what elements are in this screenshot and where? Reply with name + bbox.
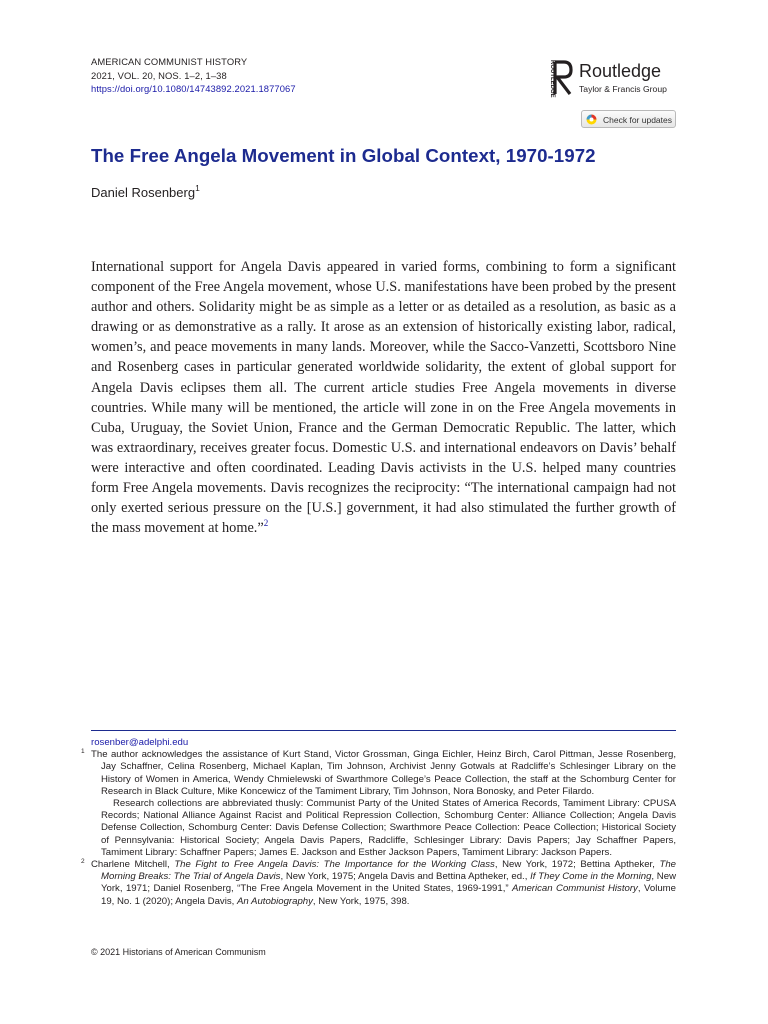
- crossmark-icon: [586, 114, 597, 125]
- footnote-1-text: The author acknowledges the assistance of Kurt Stand, Victor Grossman, Ginga Eichler, Heinz Birch, Carol Pittman, Jesse Rosenberg, Jay Schaffner, Celina Rosenberg, Michael Kaplan, Tim Johnson, Archivist Jenny Gotwals at Radcliffe’s Schlesinger Library on the History of Women in America, Wendy Chmielewski of Swarthmore College’s Peace Collection, the staff at the Schomburg Center for Research in Black Culture, Mike Koncewicz of the Tamiment Library, Tim Johnson, Nora Bonosky, and Peter Filardo.: [91, 749, 676, 797]
- publisher-name: Routledge: [579, 61, 662, 81]
- footnote-2-italic-title: The Morning Breaks: The Trial of Angela Davis: [101, 859, 677, 883]
- footnote-2-text: , New York, 1975; Angela Davis and Bettina Aptheker, ed.,: [280, 871, 531, 883]
- footnote-1: 1 The author acknowledges the assistance of Kurt Stand, Victor Grossman, Ginga Eichler, Heinz Birch, Carol Pittman, Jesse Rosenberg, Jay Schaffner, Celina Rosenberg, Michael Kaplan, Tim Johnson, Archivist Jenny Gotwals at Radcliffe’s Schlesinger Library on the History of Women in America, Wendy Chmielewski of Swarthmore College’s Peace Collection, the staff at the Schomburg Center for Research in Black Culture, Mike Koncewicz of the Tamiment Library, Tim Johnson, Nora Bonosky, and Peter Filardo.: [81, 748, 676, 797]
- doi-link[interactable]: https://doi.org/10.1080/14743892.2021.1877067: [91, 83, 296, 94]
- footnote-2-italic-title: The Fight to Free Angela Davis: The Importance for the Working Class: [174, 859, 495, 871]
- article-body: [91, 257, 676, 538]
- check-for-updates-button[interactable]: [581, 110, 676, 128]
- footnotes: [81, 737, 677, 908]
- footnote-2-italic-title: American Communist History: [512, 883, 638, 895]
- author-email-link[interactable]: rosenber@adelphi.edu: [91, 737, 189, 748]
- footnote-2-text: , Volume 19, No. 1 (2020); Angela Davis,: [101, 883, 676, 907]
- journal-info: [91, 55, 296, 96]
- body-paragraph: International support for Angela Davis appeared in varied forms, combining to form a significant component of the Free Angela movement, whose U.S. manifestations have been probed by the present author and others. Solidarity might be as simple as a letter or as detailed as a resolution, as basic as a drawing or as demonstrative as a rally. It arose as an extension of historically existing labor, radical, women’s, and peace movements in many lands. Moreover, while the Sacco-Vanzetti, Scottsboro Nine and Rosenberg cases in particular generated worldwide solidarity, the extent of global support for Angela Davis eclipses them all. The current article studies Free Angela movements in diverse countries. While many will be mentioned, the article will zone in on the Free Angela movements in Cuba, Uruguay, the Soviet Union, France and the German Democratic Republic. The latter, which was extraordinary, receives greater focus. Domestic U.S. and international endeavors on Davis’ behalf were interactive and often coordinated. Leading Davis activists in the U.S. helped many countries form Free Angela movements. Davis recognizes the reciprocity: “The international campaign had not only exerted serious pressure on the [U.S.] government, it had also stimulated the further growth of the mass movement at home.”: [91, 259, 676, 537]
- body-footnote-marker[interactable]: 2: [263, 518, 269, 529]
- footnote-2-italic-title: An Autobiography: [237, 895, 313, 907]
- author-name: Daniel Rosenberg: [91, 185, 196, 200]
- author-line: [91, 183, 200, 203]
- journal-citation: 2021, VOL. 20, NOS. 1–2, 1–38: [91, 69, 227, 81]
- journal-name: AMERICAN COMMUNIST HISTORY: [91, 56, 248, 67]
- footnote-divider: [91, 730, 676, 731]
- footnote-2-text: , New York, 1971; Daniel Rosenberg, “The Free Angela Movement in the United States, 1969-1991,”: [101, 871, 676, 895]
- routledge-vertical-wordmark: ROUTLEDGE: [549, 60, 555, 98]
- footnote-2-text: , New York, 1972; Bettina Aptheker,: [494, 859, 660, 871]
- check-for-updates-label: Check for updates: [603, 115, 672, 125]
- footnote-2-text: Charlene Mitchell,: [91, 859, 175, 871]
- footnote-2: 2 Charlene Mitchell, The Fight to Free Angela Davis: The Importance for the Working Class, New York, 1972; Bettina Aptheker, The Morning Breaks: The Trial of Angela Davis, New York, 1975; Angela Davis and Bettina Aptheker, ed., If They Come in the Morning, New York, 1971; Daniel Rosenberg, “The Free Angela Movement in the United States, 1969-1991,” American Communist History, Volume 19, No. 1 (2020); Angela Davis, An Autobiography, New York, 1975, 398.: [81, 858, 677, 907]
- copyright-notice: © 2021 Historians of American Communism: [91, 947, 266, 957]
- footnote-1-continuation: Research collections are abbreviated thusly: Communist Party of the United States of America Records, Tamiment Library: CPUSA Records; National Alliance Against Racist and Political Repression Collection, Schomburg Center: Alliance Collection; Angela Davis Defense Collection, Schomburg Center: Davis Defense Collection; Swarthmore Peace Collection: Peace Collection; Historical Society of Pennsylvania: Historical Society; Angela Davis Papers, Radcliffe, Schlesinger Library: Davis Papers; Jay Schaffner Papers, Tamiment Library: Schaffner Papers; James E. Jackson and Esther Jackson Papers, Tamiment Library: Jackson Papers.: [101, 798, 676, 858]
- publisher-group: Taylor & Francis Group: [579, 84, 667, 94]
- footnote-2-italic-title: If They Come in the Morning: [530, 871, 652, 883]
- article-title: The Free Angela Movement in Global Context, 1970-1972: [91, 145, 596, 166]
- author-footnote-marker[interactable]: 1: [195, 183, 200, 193]
- routledge-mark-icon: [545, 58, 575, 98]
- publisher-logo: [545, 58, 685, 98]
- footnote-2-text: , New York, 1975, 398.: [312, 895, 410, 907]
